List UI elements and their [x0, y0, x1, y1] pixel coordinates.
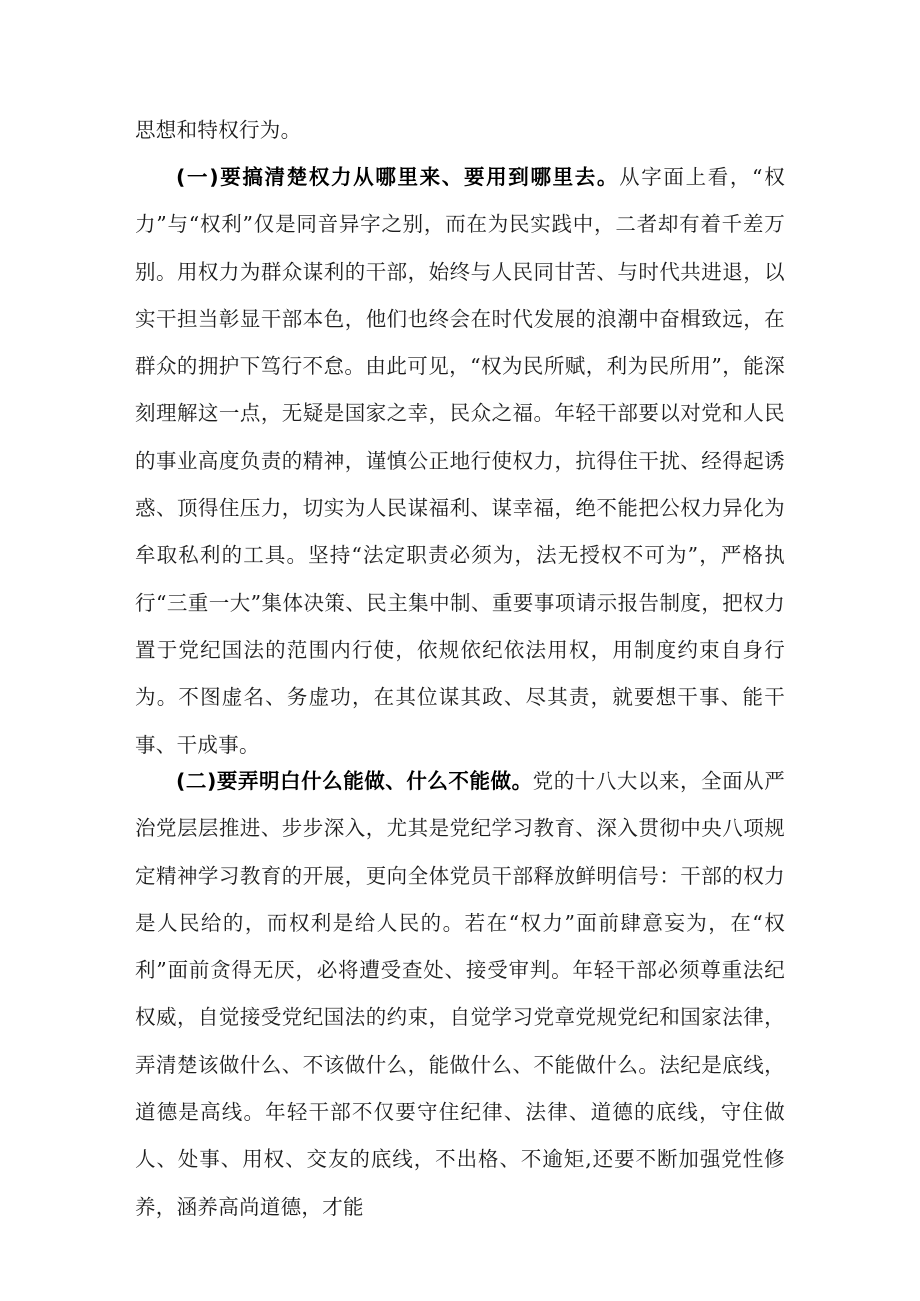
paragraph-section-1 — [135, 154, 785, 769]
paragraph-section-2 — [135, 758, 785, 1231]
paragraph-body: 从字面上看，“权力”与“权利”仅是同音异字之别，而在为民实践中，二者却有着千差万别。用权力为群众谋利的干部，始终与人民同甘苦、与时代共进退，以实干担当彰显干部本色，他们也终会在时代发展的浪潮中奋楫致远，在群众的拥护下笃行不怠。由此可见，“权为民所赋，利为民所用”，能深刻理解这一点，无疑是国家之幸，民众之福。年轻干部要以对党和人民的事业高度负责的精神，谨慎公正地行使权力，抗得住干扰、经得起诱惑、顶得住压力，切实为人民谋福利、谋幸福，绝不能把公权力异化为牟取私利的工具。坚持“法定职责必须为，法无授权不可为”，严格执行“三重一大”集体决策、民主集中制、重要事项请示报告制度，把权力置于党纪国法的范围内行使，依规依纪依法用权，用制度约束自身行为。不图虚名、务虚功，在其位谋其政、尽其责，就要想干事、能干事、干成事。 — [135, 165, 785, 757]
section-heading-2: (二)要弄明白什么能做、什么不能做。 — [176, 769, 533, 793]
paragraph-body: 党的十八大以来，全面从严治党层层推进、步步深入，尤其是党纪学习教育、深入贯彻中央八项规定精神学习教育的开展，更向全体党员干部释放鲜明信号：干部的权力是人民给的，而权利是给人民的。若在“权力”面前肆意妄为，在“权利”面前贪得无厌，必将遭受查处、接受审判。年轻干部必须尊重法纪权威，自觉接受党纪国法的约束，自觉学习党章党规党纪和国家法律，弄清楚该做什么、不该做什么，能做什么、不能做什么。法纪是底线，道德是高线。年轻干部不仅要守住纪律、法律、道德的底线，守住做人、处事、用权、交友的底线，不出格、不逾矩,还要不断加强党性修养，涵养高尚道德，才能 — [135, 769, 785, 1219]
paragraph-continuation — [135, 107, 785, 154]
paragraph-body: 思想和特权行为。 — [135, 118, 302, 142]
section-heading-1: (一)要搞清楚权力从哪里来、要用到哪里去。 — [176, 165, 620, 189]
